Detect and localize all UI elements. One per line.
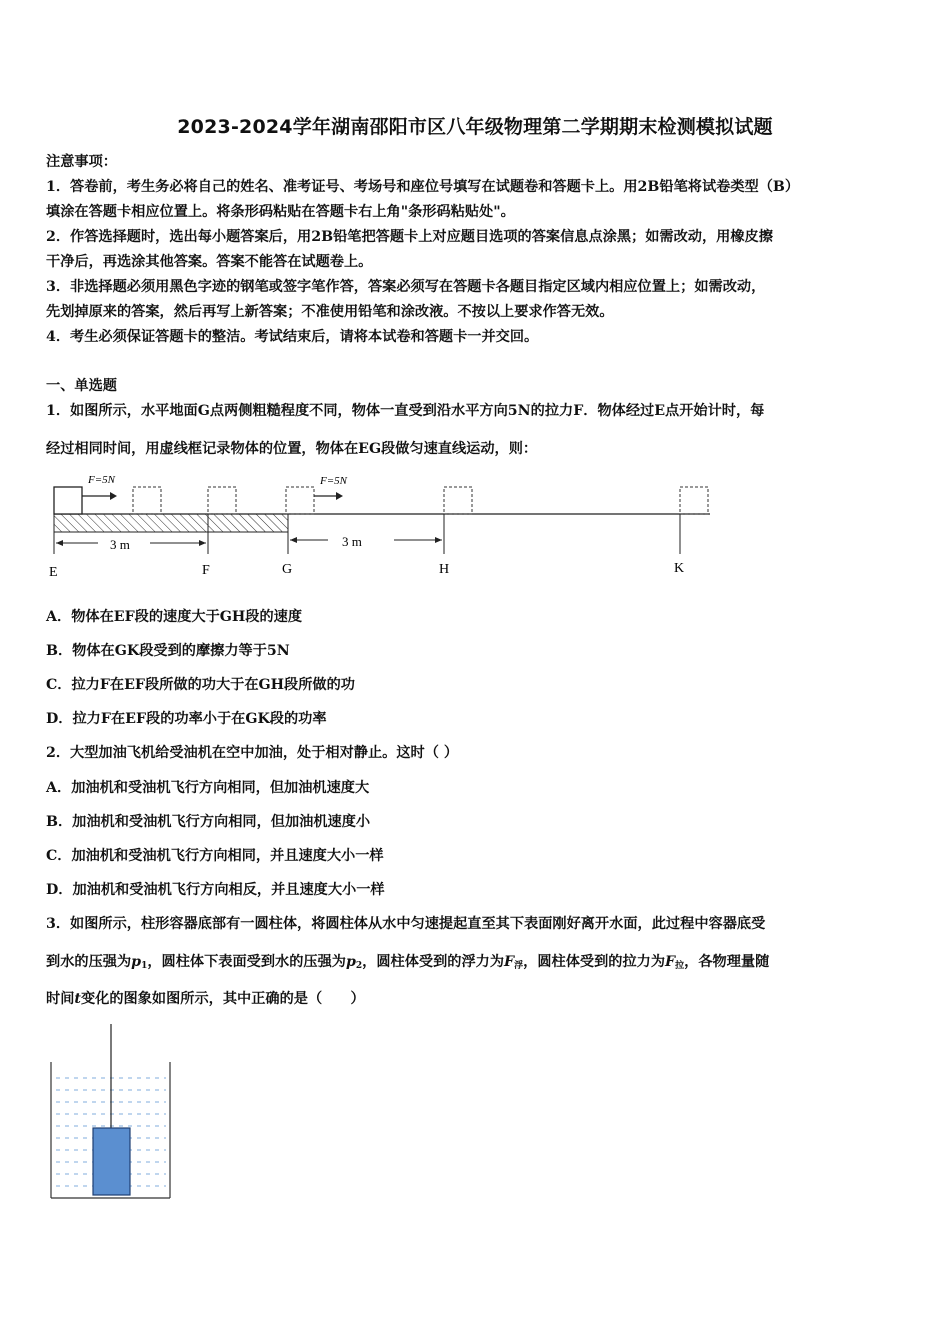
q2-option-b: B．加油机和受油机飞行方向相同，但加油机速度小	[46, 814, 371, 830]
dashed-box	[286, 487, 314, 514]
rough-surface	[54, 514, 288, 532]
notice-line: 4．考生必须保证答题卡的整洁。考试结束后，请将本试卷和答题卡一并交回。	[46, 329, 539, 345]
q3-stem-line1: 3．如图所示，柱形容器底部有一圆柱体，将圆柱体从水中匀速提起直至其下表面刚好离开水面，此过程中容器底受	[46, 916, 766, 932]
symbol-p2-sub: 2	[355, 961, 363, 971]
point-label-h: H	[439, 562, 450, 577]
symbol-p2: p	[345, 954, 356, 970]
symbol-p1: p	[131, 954, 142, 970]
cylinder	[93, 1128, 130, 1195]
q3-stem-line2	[46, 952, 912, 976]
dashed-box	[680, 487, 708, 514]
q1-figure	[0, 462, 950, 592]
dashed-box	[133, 487, 161, 514]
symbol-f-pull-sub: 拉	[675, 961, 685, 971]
notice-line: 先划掉原来的答案，然后再写上新答案；不准使用铅笔和涂改液。不按以上要求作答无效。	[46, 304, 614, 320]
dashed-box	[444, 487, 472, 514]
q1-option-b: B．物体在GK段受到的摩擦力等于5N	[46, 643, 290, 659]
q1-stem-line2: 经过相同时间，用虚线框记录物体的位置，物体在EG段做匀速直线运动，则：	[46, 441, 538, 457]
notice-line: 干净后，再选涂其他答案。答案不能答在试题卷上。	[46, 254, 373, 270]
notice-heading: 注意事项：	[46, 154, 117, 170]
dimension-arrow-head	[435, 537, 442, 543]
solid-block	[54, 487, 82, 514]
q3-text: ，圆柱体受到的拉力为	[523, 954, 666, 970]
q2-option-a: A．加油机和受油机飞行方向相同，但加油机速度大	[46, 780, 370, 796]
point-label-f: F	[202, 563, 210, 578]
q3-text: 到水的压强为	[46, 954, 132, 970]
symbol-f-float: F	[504, 954, 515, 970]
q1-option-a: A．物体在EF段的速度大于GH段的速度	[46, 609, 303, 625]
dimension-arrow-head	[199, 540, 206, 546]
notice-line: 2．作答选择题时，选出每小题答案后，用2B铅笔把答题卡上对应题目选项的答案信息点涂黑；如需改动，用橡皮擦	[46, 229, 773, 245]
dimension-arrow-head	[290, 537, 297, 543]
force-arrow-head	[336, 492, 343, 500]
force-label: F=5N	[320, 475, 347, 487]
q3-text: 变化的图象如图所示，其中正确的是（ ）	[80, 991, 365, 1007]
dimension-label: 3 m	[342, 534, 362, 549]
page-title: 2023-2024学年湖南邵阳市区八年级物理第二学期期末检测模拟试题	[177, 116, 773, 138]
point-label-e: E	[49, 565, 58, 580]
q3-container-figure	[44, 1022, 184, 1212]
q3-stem-line3	[46, 989, 912, 1009]
q1-option-d: D．拉力F在EF段的功率小于在GK段的功率	[46, 711, 327, 727]
q2-option-d: D．加油机和受油机飞行方向相反，并且速度大小一样	[46, 882, 385, 898]
dashed-box	[208, 487, 236, 514]
q3-text: ，圆柱体下表面受到水的压强为	[147, 954, 346, 970]
q1-option-c: C．拉力F在EF段所做的功大于在GH段所做的功	[46, 677, 355, 693]
force-arrow-head	[110, 492, 117, 500]
notice-line: 填涂在答题卡相应位置上。将条形码粘贴在答题卡右上角"条形码粘贴处"。	[46, 204, 515, 220]
q2-stem: 2．大型加油飞机给受油机在空中加油，处于相对静止。这时（ ）	[46, 745, 459, 761]
point-label-g: G	[282, 562, 293, 577]
force-label: F=5N	[88, 474, 115, 486]
section-heading: 一、单选题	[46, 378, 117, 394]
point-label-k: K	[674, 561, 685, 576]
q3-text: ，各物理量随	[684, 954, 770, 970]
symbol-f-pull: F	[665, 954, 676, 970]
symbol-p1-sub: 1	[141, 961, 148, 971]
notice-line: 1．答卷前，考生务必将自己的姓名、准考证号、考场号和座位号填写在试题卷和答题卡上。用2B铅笔将试卷类型（B）	[46, 179, 800, 195]
q3-text: ，圆柱体受到的浮力为	[362, 954, 505, 970]
q3-text: 时间	[46, 991, 75, 1007]
symbol-f-float-sub: 浮	[514, 961, 524, 971]
q2-option-c: C．加油机和受油机飞行方向相同，并且速度大小一样	[46, 848, 384, 864]
dimension-arrow-head	[56, 540, 63, 546]
dimension-label: 3 m	[110, 537, 130, 552]
q1-stem-line1: 1．如图所示，水平地面G点两侧粗糙程度不同，物体一直受到沿水平方向5N的拉力F．物体经过E点开始计时，每	[46, 403, 765, 419]
symbol-t: t	[74, 991, 81, 1007]
notice-line: 3．非选择题必须用黑色字迹的钢笔或签字笔作答，答案必须写在答题卡各题目指定区域内相应位置上；如需改动，	[46, 279, 766, 295]
